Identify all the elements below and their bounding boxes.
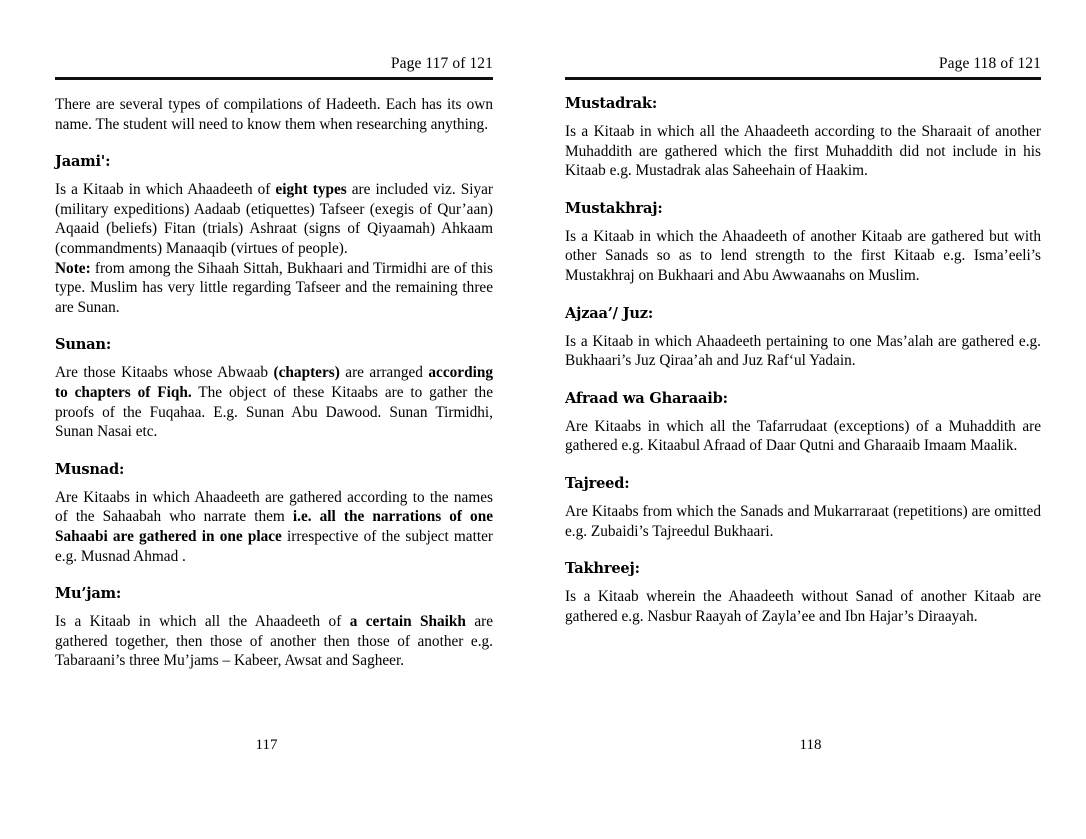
page-left-content bbox=[55, 80, 493, 671]
section-body-mustakhraj: Is a Kitaab in which the Ahaadeeth of another Kitaab are gathered but with other Sanads so as to lend strength to the first Kitaab e.g. Isma’eeli’s Mustakhraj on Bukhaari and Abu Awwaanahs on Muslim. bbox=[565, 227, 1041, 285]
section-mustakhraj bbox=[565, 200, 1041, 286]
section-mujam bbox=[55, 585, 493, 671]
section-tajreed bbox=[565, 475, 1041, 541]
section-body-afraad-wa-gharaaib: Are Kitaabs in which all the Tafarrudaat (exceptions) of a Muhaddith are gathered e.g. Kitaabul Afraad of Daar Qutni and Gharaaib Imaam Maalik. bbox=[565, 417, 1041, 455]
section-takhreej bbox=[565, 560, 1041, 626]
section-heading-jaami: Jaami': bbox=[55, 153, 111, 171]
section-body-takhreej: Is a Kitaab wherein the Ahaadeeth without Sanad of another Kitaab are gathered e.g. Nasbur Raayah of Zayla’ee and Ibn Hajar’s Diraayah. bbox=[565, 588, 1041, 625]
page-header-left: Page 117 of 121 bbox=[390, 55, 493, 72]
section-heading-afraad-wa-gharaaib: Afraad wa Gharaaib: bbox=[565, 389, 728, 407]
section-mustadrak bbox=[565, 95, 1041, 181]
section-sunan bbox=[55, 336, 493, 441]
section-heading-takhreej: Takhreej: bbox=[565, 560, 640, 578]
section-heading-sunan: Sunan: bbox=[55, 336, 112, 354]
page-right bbox=[543, 0, 1086, 839]
section-afraad-wa-gharaaib bbox=[565, 390, 1041, 456]
section-heading-musnad: Musnad: bbox=[55, 460, 125, 478]
section-body-mustadrak: Is a Kitaab in which all the Ahaadeeth according to the Sharaait of another Muhaddith are gathered which the first Muhaddith did not include in his Kitaab e.g. Mustadrak alas Saheehain of Haakim. bbox=[565, 123, 1041, 180]
folio-left: 117 bbox=[255, 737, 278, 753]
section-body-tajreed: Are Kitaabs from which the Sanads and Mukarraraat (repetitions) are omitted e.g. Zubaidi’s Tajreedul Bukhaari. bbox=[565, 502, 1041, 540]
section-musnad bbox=[55, 461, 493, 566]
section-heading-mujam: Mu’jam: bbox=[55, 585, 122, 603]
section-body-mujam: Is a Kitaab in which all the Ahaadeeth of a certain Shaikh are gathered together, then those of another then those of another e.g. Tabaraani’s three Mu’jams – Kabeer, Awsat and Sagheer. bbox=[55, 613, 494, 670]
section-body-ajzaa: Is a Kitaab in which Ahaadeeth pertaining to one Mas’alah are gathered e.g. Bukhaari’s Juz Qiraa’ah and Juz Raf‘ul Yadain. bbox=[565, 332, 1041, 370]
folio-right: 118 bbox=[799, 737, 822, 753]
section-heading-mustadrak: Mustadrak: bbox=[565, 95, 658, 113]
section-heading-mustakhraj: Mustakhraj: bbox=[565, 199, 663, 217]
section-ajzaa bbox=[565, 305, 1041, 371]
section-heading-ajzaa: Ajzaa’/ Juz: bbox=[565, 304, 654, 322]
page-right-content bbox=[565, 80, 1041, 626]
section-jaami bbox=[55, 153, 493, 317]
section-body-jaami: Is a Kitaab in which Ahaadeeth of eight types are included viz. Siyar (military expeditions) Aadaab (etiquettes) Tafseer (exegis of Qur’aan) Aqaaid (beliefs) Fitan (trials) Ashraat (signs of Qiyaamah) Ahkaam (commandments) Manaaqib (virtues of people). Note: from among the Sihaah Sittah, Bukhaari and Tirmidhi are of this type. Muslim has very little regarding Tafseer and the remaining three are Sunan. bbox=[55, 181, 493, 316]
section-heading-tajreed: Tajreed: bbox=[565, 474, 630, 492]
section-body-musnad: Are Kitaabs in which Ahaadeeth are gathered according to the names of the Sahaabah who narrate them i.e. all the narrations of one Sahaabi are gathered in one place irrespective of the subject matter e.g. Musnad Ahmad . bbox=[55, 488, 493, 565]
intro-paragraph: There are several types of compilations of Hadeeth. Each has its own name. The student will need to know them when researching anything. bbox=[55, 96, 493, 133]
page-header-right: Page 118 of 121 bbox=[938, 55, 1041, 72]
section-body-sunan: Are those Kitaabs whose Abwaab (chapters) are arranged according to chapters of Fiqh. The object of these Kitaabs are to gather the proofs of the Fuqahaa. E.g. Sunan Abu Dawood. Sunan Tirmidhi, Sunan Nasai etc. bbox=[55, 364, 493, 441]
